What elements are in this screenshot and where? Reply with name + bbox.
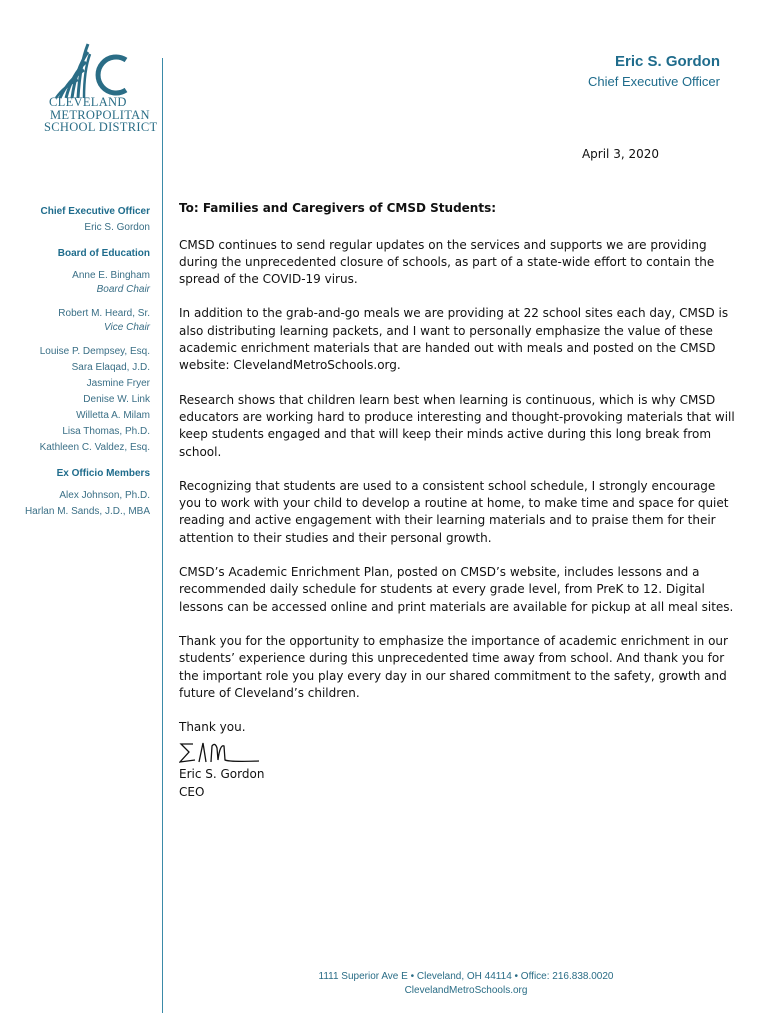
sidebar-ceo-name: Eric S. Gordon (84, 222, 150, 233)
signer-name: Eric S. Gordon (179, 767, 265, 782)
signature (179, 740, 739, 766)
letter-salutation: To: Families and Caregivers of CMSD Students: (179, 201, 497, 216)
logo-line-cleveland: CLEVELAND (49, 95, 127, 109)
sidebar-board-member: Denise W. Link (83, 394, 150, 405)
logo-line-metropolitan: METROPOLITAN (50, 107, 150, 122)
sidebar-ex-officio-member: Alex Johnson, Ph.D. (59, 490, 150, 501)
letter-paragraph: CMSD’s Academic Enrichment Plan, posted on CMSD’s website, includes lessons and a recommended daily schedule for students at every grade level, from PreK to 12. Digital lessons can be accessed online and print materials are available for pickup at all meal sites. (179, 565, 734, 614)
letter-date: April 3, 2020 (581, 147, 659, 161)
footer-address: 1111 Superior Ave E • Cleveland, OH 44114 • Office: 216.838.0020 (318, 971, 614, 982)
leadership-sidebar (0, 204, 150, 520)
sidebar-board-heading: Board of Education (57, 248, 150, 259)
sidebar-board-member: Kathleen C. Valdez, Esq. (39, 442, 150, 453)
sidebar-vice-chair-role: Vice Chair (104, 322, 150, 333)
sidebar-board-chair-role: Board Chair (96, 284, 150, 295)
footer-website-link[interactable]: ClevelandMetroSchools.org (404, 985, 528, 996)
logo-line-school-district: SCHOOL DISTRICT (44, 120, 158, 134)
sidebar-ex-officio-heading: Ex Officio Members (56, 468, 150, 479)
district-wordmark (44, 96, 164, 134)
sidebar-board-member: Sara Elaqad, J.D. (71, 362, 150, 373)
sidebar-board-member: Lisa Thomas, Ph.D. (62, 426, 150, 437)
sidebar-board-chair-name: Anne E. Bingham (72, 270, 150, 281)
sidebar-ex-officio-member: Harlan M. Sands, J.D., MBA (24, 506, 150, 517)
sidebar-ceo-heading: Chief Executive Officer (40, 206, 150, 217)
letter-body (179, 146, 739, 801)
signature-icon (179, 740, 269, 766)
letter-footer (162, 970, 770, 998)
letter-closing: Thank you. (179, 720, 246, 735)
letterhead-ceo (588, 52, 720, 91)
sidebar-vice-chair-name: Robert M. Heard, Sr. (58, 308, 150, 319)
letter-paragraph: In addition to the grab-and-go meals we are providing at 22 school sites each day, CMSD is also distributing learning packets, and I want to personally emphasize the value of these academic enrichment materials that are handed out with meals and posted on the CMSD website: ClevelandMetroSchools.org. (179, 306, 729, 373)
sidebar-board-member: Jasmine Fryer (86, 378, 150, 389)
letter-paragraph: Recognizing that students are used to a consistent school schedule, I strongly encourage you to work with your child to develop a routine at home, to make time and space for quiet reading and active engagement with their learning materials and to praise them for their attention to their studies and their personal growth. (179, 478, 729, 545)
sidebar-board-member: Louise P. Dempsey, Esq. (39, 346, 150, 357)
sidebar-board-member: Willetta A. Milam (76, 410, 150, 421)
district-logo-mark-icon (54, 40, 134, 100)
letterhead-ceo-name: Eric S. Gordon (614, 53, 720, 70)
letter-paragraph: Research shows that children learn best when learning is continuous, which is why CMSD educators are working hard to produce interesting and thought-provoking materials that will keep students engaged and that will keep their minds active during this long break from school. (179, 392, 735, 459)
letter-paragraph: CMSD continues to send regular updates on the services and supports we are providing during the unprecedented closure of schools, as part of a state-wide effort to contain the spread of the COVID-19 virus. (179, 237, 715, 287)
letter-paragraph: Thank you for the opportunity to emphasize the importance of academic enrichment in our students’ experience during this unprecedented time away from school. And thank you for the important role you play every day in our shared commitment to the safety, growth and future of Cleveland’s children. (179, 633, 728, 700)
sidebar-divider (162, 58, 163, 1013)
signer-title: CEO (179, 784, 205, 799)
letterhead-ceo-title: Chief Executive Officer (588, 74, 720, 89)
